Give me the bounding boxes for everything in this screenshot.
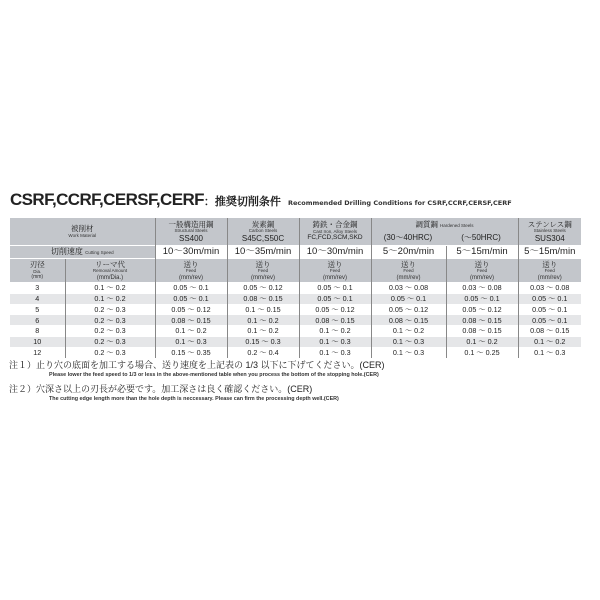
table-row (10, 326, 581, 337)
speed-value: 10～35m/min (227, 246, 299, 259)
feed-cell: 0.08 ～ 0.15 (299, 315, 371, 326)
table-row (10, 336, 581, 347)
removal-amount-cell: 0.2 ～ 0.3 (65, 304, 155, 315)
feed-cell: 0.08 ～ 0.15 (227, 293, 299, 304)
note-2-en: The cutting edge length more than the hole depth is neccessary. Please can firm the processing depth well.(CER) (49, 396, 339, 402)
material-carbon-steels: 炭素鋼 Carbon Steels S45C,S50C (227, 218, 299, 246)
feed-cell: 0.05 ～ 0.1 (518, 293, 581, 304)
feed-cell: 0.08 ～ 0.15 (371, 315, 446, 326)
speed-value: 5～20m/min (371, 246, 446, 259)
material-hardened-steels: 調質鋼 Hardened Steels (30～40HRC) (～50HRC) (371, 218, 518, 246)
work-material-header: 被削材 Work Material (10, 218, 155, 246)
header-row-materials (10, 218, 581, 246)
note-2-jp: 注２）穴深さ以上の刃長が必要です。加工深さは良く確認ください。(CER) (9, 384, 313, 394)
table-row (10, 283, 581, 294)
feed-cell: 0.05 ～ 0.1 (155, 293, 227, 304)
dia-cell: 5 (10, 304, 65, 315)
cutting-speed-label: 切削速度 Cutting Speed (10, 246, 155, 259)
title-main: CSRF,CCRF,CERSF,CERF (10, 190, 204, 209)
feed-cell: 0.1 ～ 0.2 (446, 336, 518, 347)
speed-value: 10～30m/min (155, 246, 227, 259)
feed-cell: 0.03 ～ 0.08 (371, 283, 446, 294)
feed-cell: 0.05 ～ 0.1 (518, 315, 581, 326)
dia-cell: 10 (10, 336, 65, 347)
feed-cell: 0.05 ～ 0.1 (518, 304, 581, 315)
feed-cell: 0.1 ～ 0.15 (227, 304, 299, 315)
feed-header: 送り Feed (mm/rev) (299, 259, 371, 283)
removal-amount-cell: 0.2 ～ 0.3 (65, 347, 155, 357)
feed-cell: 0.15 ～ 0.35 (155, 347, 227, 357)
header-row-columns (10, 259, 581, 283)
dia-cell: 8 (10, 326, 65, 337)
feed-cell: 0.08 ～ 0.15 (446, 315, 518, 326)
dia-cell: 4 (10, 293, 65, 304)
feed-cell: 0.08 ～ 0.15 (518, 326, 581, 337)
feed-cell: 0.05 ～ 0.12 (299, 304, 371, 315)
feed-cell: 0.1 ～ 0.2 (371, 326, 446, 337)
feed-cell: 0.15 ～ 0.3 (227, 336, 299, 347)
feed-cell: 0.1 ～ 0.2 (518, 336, 581, 347)
note-1-en: Please lower the feed speed to 1/3 or less in the above-mentioned table when you process the bottom of the stopping hole.(CER) (49, 372, 379, 378)
removal-amount-cell: 0.1 ～ 0.2 (65, 283, 155, 294)
removal-amount-header: リーマ代 Removal Amount (mm/Dia.) (65, 259, 155, 283)
feed-cell: 0.05 ～ 0.12 (446, 304, 518, 315)
feed-cell: 0.05 ～ 0.1 (299, 283, 371, 294)
feed-cell: 0.1 ～ 0.3 (299, 347, 371, 357)
feed-header: 送り Feed (mm/rev) (227, 259, 299, 283)
feed-cell: 0.05 ～ 0.1 (299, 293, 371, 304)
removal-amount-cell: 0.2 ～ 0.3 (65, 315, 155, 326)
feed-cell: 0.1 ～ 0.3 (371, 336, 446, 347)
table-row (10, 347, 581, 357)
feed-cell: 0.05 ～ 0.1 (446, 293, 518, 304)
feed-cell: 0.08 ～ 0.15 (446, 326, 518, 337)
hardened-sub-30-40: (30～40HRC) (383, 232, 433, 242)
speed-value: 10～30m/min (299, 246, 371, 259)
feed-cell: 0.1 ～ 0.3 (371, 347, 446, 357)
feed-cell: 0.05 ～ 0.12 (155, 304, 227, 315)
feed-cell: 0.1 ～ 0.2 (299, 326, 371, 337)
feed-cell: 0.03 ～ 0.08 (446, 283, 518, 294)
feed-cell: 0.05 ～ 0.12 (371, 304, 446, 315)
feed-header: 送り Feed (mm/rev) (446, 259, 518, 283)
dia-cell: 6 (10, 315, 65, 326)
feed-cell: 0.05 ～ 0.1 (155, 283, 227, 294)
page-title (10, 190, 590, 210)
hardened-sub-50: (～50HRC) (461, 232, 501, 242)
feed-cell: 0.1 ～ 0.3 (518, 347, 581, 357)
speed-value: 5～15m/min (446, 246, 518, 259)
feed-cell: 0.1 ～ 0.25 (446, 347, 518, 357)
feed-cell: 0.08 ～ 0.15 (155, 315, 227, 326)
title-jp: ：推奨切削条件 (203, 195, 281, 208)
note-1-jp: 注１）止り穴の底面を加工する場合、送り速度を上記表の 1/3 以下に下げてください。(CER) (9, 360, 385, 370)
feed-cell: 0.03 ～ 0.08 (518, 283, 581, 294)
feed-cell: 0.2 ～ 0.4 (227, 347, 299, 357)
material-structural-steels: 一般構造用鋼 Structural Steels SS400 (155, 218, 227, 246)
feed-cell: 0.1 ～ 0.3 (299, 336, 371, 347)
feed-cell: 0.05 ～ 0.1 (371, 293, 446, 304)
header-row-speed (10, 246, 581, 259)
dia-cell: 12 (10, 347, 65, 357)
feed-header: 送り Feed (mm/rev) (518, 259, 581, 283)
table-row (10, 304, 581, 315)
feed-cell: 0.1 ～ 0.3 (155, 336, 227, 347)
feed-cell: 0.1 ～ 0.2 (227, 326, 299, 337)
dia-cell: 3 (10, 283, 65, 294)
feed-header: 送り Feed (mm/rev) (155, 259, 227, 283)
feed-header: 送り Feed (mm/rev) (371, 259, 446, 283)
drilling-conditions-table (10, 217, 581, 358)
removal-amount-cell: 0.2 ～ 0.3 (65, 326, 155, 337)
feed-cell: 0.1 ～ 0.2 (227, 315, 299, 326)
removal-amount-cell: 0.1 ～ 0.2 (65, 293, 155, 304)
speed-value: 5～15m/min (518, 246, 581, 259)
title-en: Recommended Drilling Conditions for CSRF,CCRF,CERSF,CERF (288, 199, 512, 207)
table-row (10, 315, 581, 326)
dia-header: 刃径 Dia. (mm) (10, 259, 65, 283)
feed-cell: 0.1 ～ 0.2 (155, 326, 227, 337)
material-cast-iron-alloy: 鋳鉄・合金鋼 Cast Iron, Alloy Steels FC,FCD,SCM,SKD (299, 218, 371, 246)
feed-cell: 0.05 ～ 0.12 (227, 283, 299, 294)
table-row (10, 293, 581, 304)
removal-amount-cell: 0.2 ～ 0.3 (65, 336, 155, 347)
material-stainless-steels: ステンレス鋼 Stainless Steels SUS304 (518, 218, 581, 246)
